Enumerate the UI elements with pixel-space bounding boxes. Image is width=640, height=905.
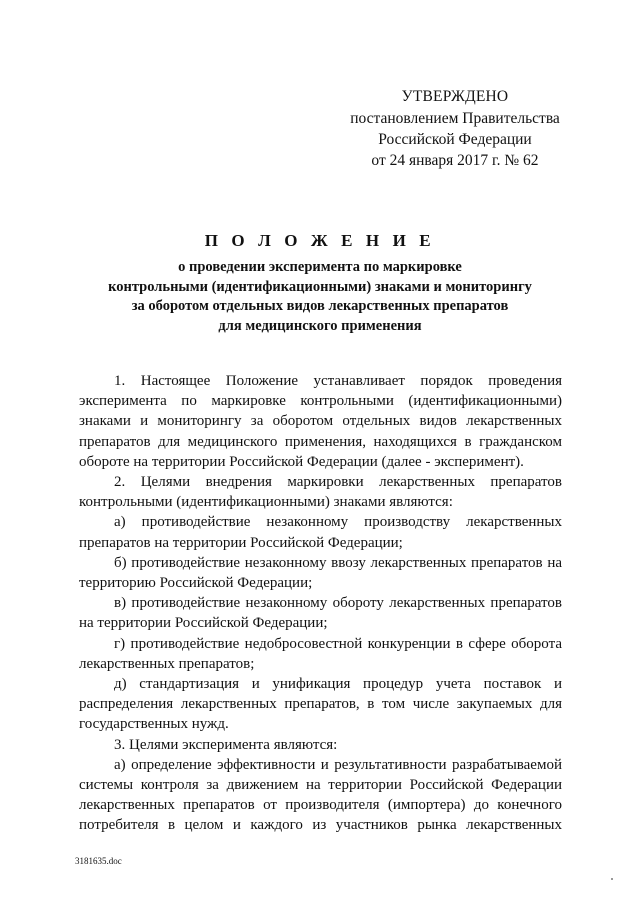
body-line: распределения лекарственных препаратов, в том числе закупаемых для — [79, 696, 562, 713]
body-line: б) противодействие незаконному ввозу лекарственных препаратов на — [114, 554, 562, 571]
body-line: 1. Настоящее Положение устанавливает порядок проведения — [114, 373, 562, 389]
body-line: государственных нужд. — [79, 716, 229, 733]
body-line: обороте на территории Российской Федерации (далее - эксперимент). — [79, 453, 524, 470]
document-title: П О Л О Ж Е Н И Е — [204, 231, 436, 250]
body-line: лекарственных препаратов; — [79, 655, 255, 672]
body-line: на территории Российской Федерации; — [79, 615, 328, 632]
document-subtitle — [60, 258, 580, 336]
body-line: знаками и мониторингу за оборотом отдельных видов лекарственных — [79, 413, 562, 430]
scan-speck — [611, 878, 613, 880]
body-line: д) стандартизация и унификация процедур учета поставок и — [114, 676, 562, 693]
body-line: 2. Целями внедрения маркировки лекарственных препаратов — [114, 474, 562, 491]
body-line: территорию Российской Федерации; — [79, 575, 313, 592]
approval-line: постановлением Правительства — [350, 110, 560, 127]
body-line: препаратов на территории Российской Федерации; — [79, 534, 403, 551]
approval-block — [340, 86, 570, 171]
footer-filename: 3181635.doc — [75, 856, 122, 866]
body-line: эксперимента по маркировке контрольными (идентификационными) — [79, 393, 562, 410]
body-line: системы контроля за движением на территории Российской Федерации — [79, 777, 562, 794]
subtitle-line: о проведении эксперимента по маркировке — [178, 259, 462, 275]
approval-line: Российской Федерации — [378, 131, 532, 148]
subtitle-line: для медицинского применения — [218, 317, 422, 334]
body-line: а) противодействие незаконному производству лекарственных — [114, 514, 562, 531]
subtitle-line: за оборотом отдельных видов лекарственных препаратов — [131, 298, 509, 314]
body-line: 3. Целями эксперимента являются: — [114, 736, 338, 753]
subtitle-line: контрольными (идентификационными) знаками и мониторингу — [108, 278, 532, 295]
approval-date-number: от 24 января 2017 г. № 62 — [371, 152, 539, 169]
body-line: г) противодействие недобросовестной конкуренции в сфере оборота — [114, 635, 562, 652]
body-line: контрольными (идентификационными) знаками являются: — [79, 494, 453, 511]
body-line: потребителя в целом и каждого из участников рынка лекарственных — [79, 817, 562, 834]
body-line: препаратов для медицинского применения, находящихся в гражданском — [79, 433, 562, 450]
body-line: в) противодействие незаконному обороту лекарственных препаратов — [114, 595, 562, 612]
document-body — [79, 371, 562, 836]
approval-title: УТВЕРЖДЕНО — [401, 88, 509, 105]
body-line: а) определение эффективности и результативности разрабатываемой — [114, 756, 562, 773]
body-line: лекарственных препаратов от производителя (импортера) до конечного — [79, 797, 562, 814]
